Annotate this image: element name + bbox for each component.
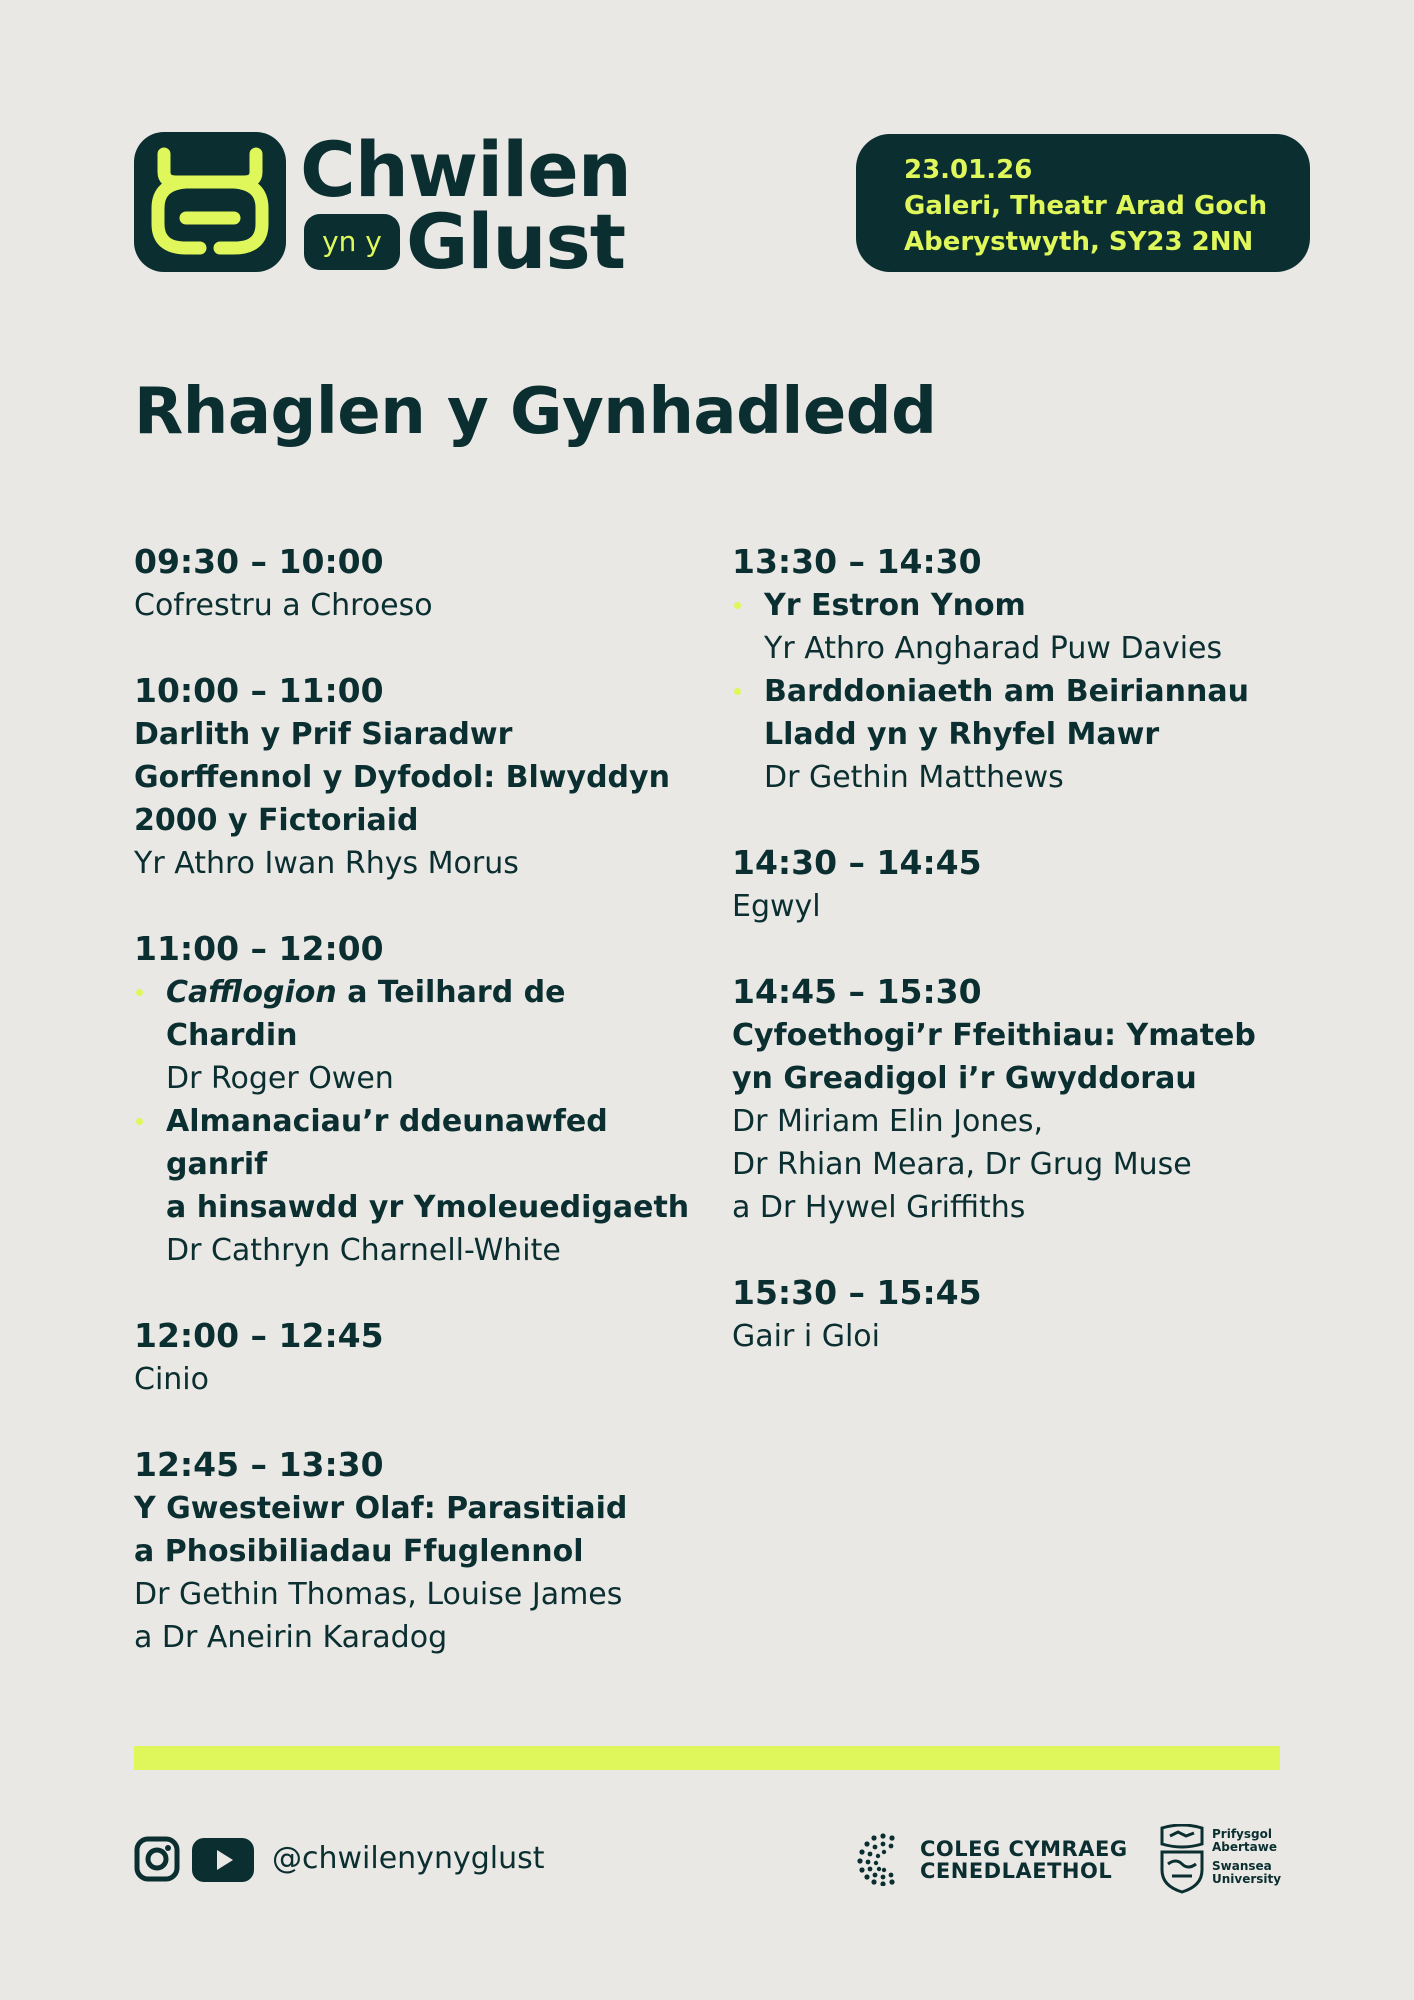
slot-time: 13:30 – 14:30 <box>732 542 982 581</box>
logo-word-chwilen: Chwilen <box>300 125 631 214</box>
schedule-slot <box>134 927 694 1272</box>
slot-time: 09:30 – 10:00 <box>134 542 384 581</box>
schedule-slot <box>134 669 694 885</box>
session-title: Yr Estron Ynom <box>764 588 1026 623</box>
event-address: Aberystwyth, SY23 2NN <box>904 227 1254 257</box>
slot-speaker: Dr Rhian Meara, Dr Grug Muse <box>732 1147 1192 1182</box>
slot-speaker: Yr Athro Iwan Rhys Morus <box>134 846 519 881</box>
slot-description: Cofrestru a Chroeso <box>134 588 433 623</box>
slot-title: Cyfoethogi’r Ffeithiau: Ymateb <box>732 1018 1256 1053</box>
session-speaker: Dr Roger Owen <box>166 1061 394 1096</box>
swansea-crest-icon <box>1156 1824 1208 1894</box>
schedule-slot <box>134 1314 694 1401</box>
schedule-slot <box>134 540 694 627</box>
session-speaker: Dr Gethin Matthews <box>764 760 1064 795</box>
session-title: a Teilhard de <box>336 975 566 1010</box>
session-title: ganrif <box>166 1147 268 1182</box>
session-item <box>134 971 694 1100</box>
slot-time: 12:00 – 12:45 <box>134 1316 384 1355</box>
youtube-icon[interactable] <box>192 1838 254 1882</box>
slot-time: 15:30 – 15:45 <box>732 1273 982 1312</box>
slot-time: 10:00 – 11:00 <box>134 671 384 710</box>
bullet-icon <box>136 989 143 996</box>
schedule-slot <box>732 970 1312 1229</box>
session-item <box>732 584 1312 670</box>
schedule-right-column <box>732 540 1312 1400</box>
schedule-slot <box>134 1443 694 1659</box>
beetle-logo-icon <box>134 132 286 272</box>
schedule-slot <box>732 841 1312 928</box>
social-handle-link[interactable]: @chwilenynyglust <box>272 1841 545 1876</box>
logo-pill: yn y <box>304 214 400 270</box>
uni-name-welsh-1: Prifysgol <box>1212 1827 1272 1841</box>
session-title: Barddoniaeth am Beiriannau <box>764 674 1249 709</box>
slot-title: 2000 y Fictoriaid <box>134 803 419 838</box>
coleg-logo-icon <box>856 1832 910 1886</box>
uni-name-english-2: University <box>1212 1872 1282 1886</box>
slot-description: Gair i Gloi <box>732 1319 880 1354</box>
slot-speaker: a Dr Aneirin Karadog <box>134 1620 448 1655</box>
slot-title: Y Gwesteiwr Olaf: Parasitiaid <box>134 1491 628 1526</box>
slot-title: Darlith y Prif Siaradwr <box>134 717 513 752</box>
session-speaker: Dr Cathryn Charnell-White <box>166 1233 561 1268</box>
event-venue: Galeri, Theatr Arad Goch <box>904 191 1268 221</box>
coleg-name-line2: CENEDLAETHOL <box>920 1859 1113 1883</box>
event-date: 23.01.26 <box>904 155 1033 185</box>
slot-time: 12:45 – 13:30 <box>134 1445 384 1484</box>
bullet-icon <box>734 688 741 695</box>
slot-speaker: a Dr Hywel Griffiths <box>732 1190 1026 1225</box>
uni-name-welsh-2: Abertawe <box>1212 1840 1277 1854</box>
bullet-icon <box>136 1118 143 1125</box>
slot-description: Egwyl <box>732 889 821 924</box>
slot-speaker: Dr Gethin Thomas, Louise James <box>134 1577 623 1612</box>
session-item <box>134 1100 694 1272</box>
instagram-icon[interactable] <box>134 1836 180 1882</box>
session-title: Almanaciau’r ddeunawfed <box>166 1104 608 1139</box>
slot-title: yn Greadigol i’r Gwyddorau <box>732 1061 1197 1096</box>
session-speaker: Yr Athro Angharad Puw Davies <box>764 631 1223 666</box>
swansea-university-logo <box>1156 1824 1282 1898</box>
session-title: Chardin <box>166 1018 298 1053</box>
coleg-cymraeg-logo <box>856 1832 1128 1890</box>
slot-title: Gorffennol y Dyfodol: Blwyddyn <box>134 760 670 795</box>
bullet-icon <box>734 602 741 609</box>
session-title: Lladd yn y Rhyfel Mawr <box>764 717 1160 752</box>
slot-speaker: Dr Miriam Elin Jones, <box>732 1104 1044 1139</box>
schedule-left-column <box>134 540 694 1701</box>
slot-description: Cinio <box>134 1362 209 1397</box>
slot-time: 11:00 – 12:00 <box>134 929 384 968</box>
uni-name-english-1: Swansea <box>1212 1859 1272 1873</box>
session-title-italic: Cafflogion <box>166 975 337 1010</box>
slot-time: 14:30 – 14:45 <box>732 843 982 882</box>
session-item <box>732 670 1312 799</box>
slot-title: a Phosibiliadau Ffuglennol <box>134 1534 584 1569</box>
page-title: Rhaglen y Gynhadledd <box>134 375 937 449</box>
schedule-slot <box>732 1271 1312 1358</box>
divider-bar <box>134 1746 1280 1770</box>
event-info-box <box>856 134 1310 272</box>
coleg-name-line1: COLEG CYMRAEG <box>920 1837 1128 1861</box>
session-title: a hinsawdd yr Ymoleuedigaeth <box>166 1190 690 1225</box>
logo-word-glust: Glust <box>406 197 626 286</box>
slot-time: 14:45 – 15:30 <box>732 972 982 1011</box>
schedule-slot <box>732 540 1312 799</box>
